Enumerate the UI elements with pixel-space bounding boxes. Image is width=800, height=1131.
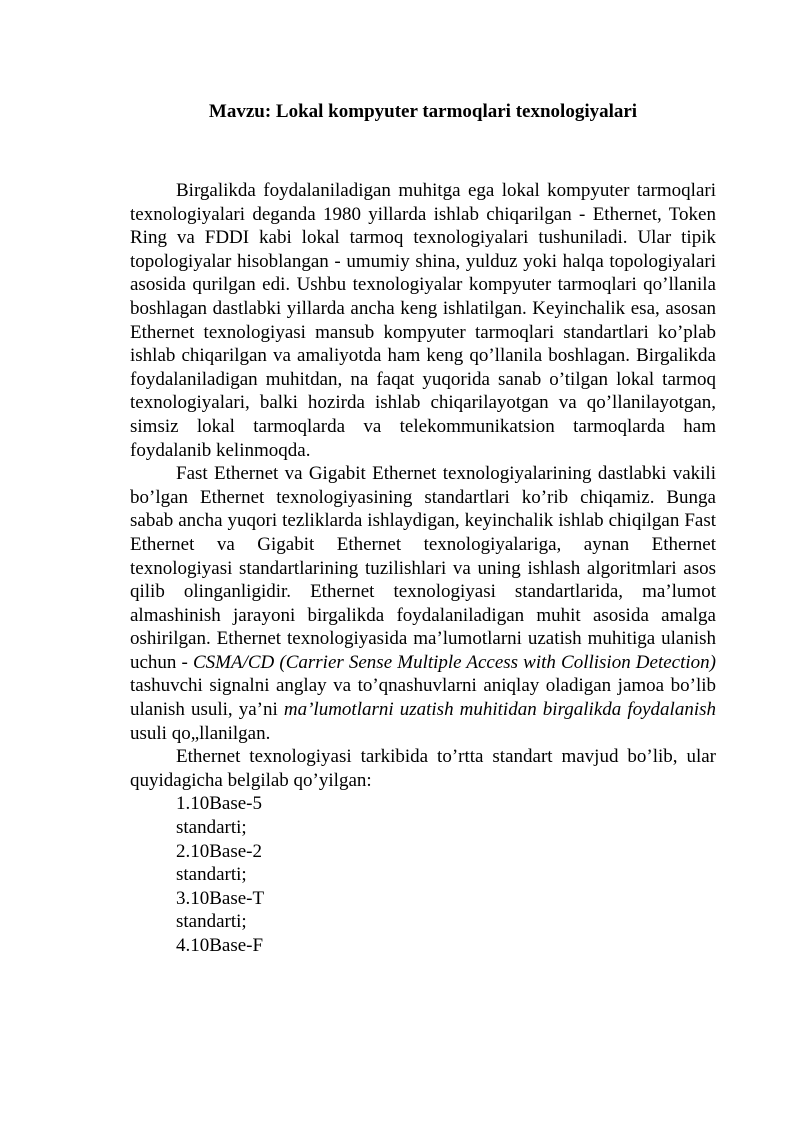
standard-name: 3.10Base-T xyxy=(176,887,265,909)
paragraph-2-text-c: usuli qo„llanilgan. xyxy=(130,722,271,744)
paragraph-2-italic-csma: CSMA/CD (Carrier Sense Multiple Access with Collision Detection) xyxy=(192,651,716,673)
paragraph-2-text-b: tashuvchi signalni anglay va to’qnashuvlarni aniqlay oladigan jamoa bo’lib ulanish usuli, ya’ni xyxy=(130,675,716,721)
standard-name: 1.10Base-5 xyxy=(176,793,263,815)
list-item xyxy=(176,887,716,934)
paragraph-2-text-a: Fast Ethernet va Gigabit Ethernet texnologiyalarining dastlabki vakili bo’lgan Ethernet texnologiyasining standartlari ko’rib chiqamiz. Bunga sabab ancha yuqori tezliklarda ishlaydigan, keyinchalik ishlab chiqilgan Fast Ethernet va Gigabit Ethernet texnologiyalariga, aynan Ethernet texnologiyasi standartlarining tuzilishlari va uning ishlash algoritmlari asos qilib olinganligidir. Ethernet texnologiyasi standartlarida, ma’lumot almashinish jarayoni birgalikda foydalaniladigan muhit asosida amalga oshirilgan. Ethernet texnologiyasida ma’lumotlarni uzatish muhitiga ulanish uchun - xyxy=(130,463,716,673)
standard-name: 2.10Base-2 xyxy=(176,840,263,862)
standard-name: 4.10Base-F xyxy=(176,935,264,956)
document-page xyxy=(130,100,716,958)
paragraph-2-italic-shared-medium: ma’lumotlarni uzatish muhitidan birgalikda foydalanish xyxy=(283,699,716,721)
standards-list xyxy=(130,792,716,957)
standard-suffix: standarti; xyxy=(176,911,247,933)
standard-suffix: standarti; xyxy=(176,817,247,839)
standard-suffix: standarti; xyxy=(176,864,247,886)
document-title: Mavzu: Lokal kompyuter tarmoqlari texnologiyalari xyxy=(208,101,638,122)
list-item xyxy=(176,934,716,958)
paragraph-2 xyxy=(130,462,716,745)
list-item xyxy=(176,840,716,887)
paragraph-1: Birgalikda foydalaniladigan muhitga ega lokal kompyuter tarmoqlari texnologiyalari deganda 1980 yillarda ishlab chiqarilgan - Ethernet, Token Ring va FDDI kabi lokal tarmoq texnologiyalari tushuniladi. Ular tipik topologiyalar hisoblangan - umumiy shina, yulduz yoki halqa topologiyalari asosida qurilgan edi. Ushbu texnologiyalar kompyuter tarmoqlari qo’llanila boshlagan dastlabki yillarda ancha keng ishlatilgan. Keyinchalik esa, asosan Ethernet texnologiyasi mansub kompyuter tarmoqlari standartlari ko’plab ishlab chiqarilgan va amaliyotda ham keng qo’llanila boshlagan. Birgalikda foydalaniladigan muhitdan, na faqat yuqorida sanab o’tilgan lokal tarmoq texnologiyalari, balki hozirda ishlab chiqarilayotgan va qo’llanilayotgan, simsiz lokal tarmoqlarda va telekommunikatsion tarmoqlarda ham foydalanib kelinmoqda. xyxy=(130,180,716,461)
list-item xyxy=(176,792,716,839)
paragraph-3: Ethernet texnologiyasi tarkibida to’rtta standart mavjud bo’lib, ular quyidagicha belgilab qo’yilgan: xyxy=(130,746,716,791)
